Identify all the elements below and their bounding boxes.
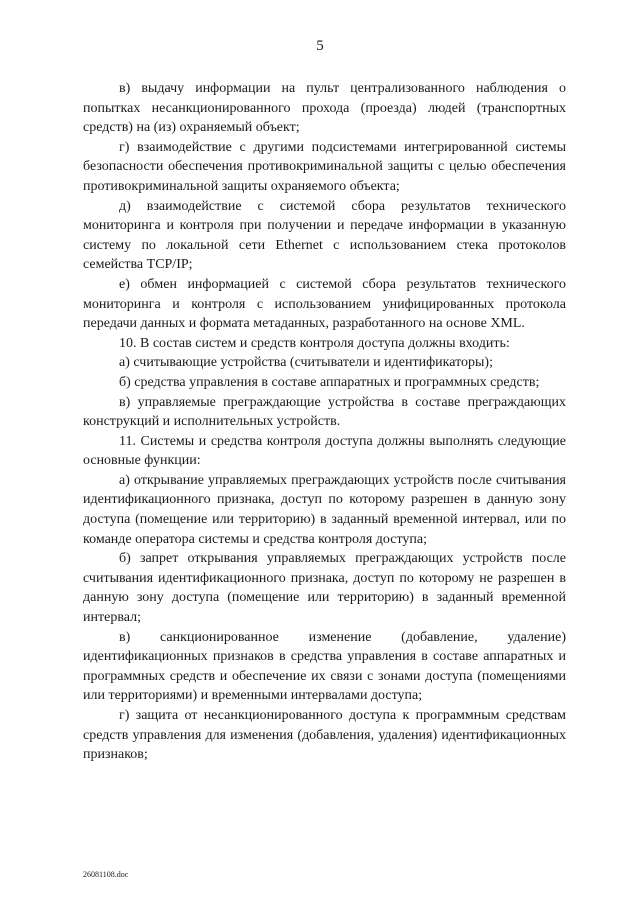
footer-file-code: 26081108.doc [83, 870, 129, 879]
page-number: 5 [316, 38, 324, 54]
document-body [83, 79, 566, 765]
paragraph-v-alert-output: в) выдачу информации на пульт централизованного наблюдения о попытках несанкционированного прохода (проезда) людей (транспортных средств) на (из) охраняемый объект; [83, 81, 566, 136]
paragraph-g-subsystem-interaction: г) взаимодействие с другими подсистемами интегрированной системы безопасности обеспечения противокриминальной защиты с целью обеспечения противокриминальной защиты охраняемого объекта; [83, 139, 566, 194]
paragraph-b-opening-ban: б) запрет открывания управляемых преграждающих устройств после считывания идентификационного признака, доступ по которому не разрешен в данную зону доступа (помещение или территорию) в заданный временной интервал; [83, 551, 566, 626]
paragraph-11-functions: 11. Системы и средства контроля доступа должны выполнять следующие основные функции: [83, 433, 566, 469]
paragraph-a-readers: а) считывающие устройства (считыватели и идентификаторы); [119, 355, 493, 371]
paragraph-v-sanctioned-change: в) санкционированное изменение (добавление, удаление) идентификационных признаков в средства управления в составе аппаратных и программных средств и обеспечение их связи с зонами доступа (помещениями или территориями) и временными интервалами доступа; [83, 629, 566, 704]
paragraph-g-unauthorized-protection: г) защита от несанкционированного доступа к программным средствам средств управления для изменения (добавления, удаления) идентификационных признаков; [83, 708, 566, 763]
paragraph-b-control-means: б) средства управления в составе аппаратных и программных средств; [119, 374, 540, 390]
paragraph-e-xml-exchange: е) обмен информацией с системой сбора результатов технического мониторинга и контроля с использованием унифицированных протокола передачи данных и формата метаданных, разработанного на основе XML. [83, 276, 566, 332]
paragraph-d-monitoring-interaction: д) взаимодействие с системой сбора результатов технического мониторинга и контроля при получении и передаче информации в указанную систему по локальной сети Ethernet с использованием стека протоколов семейства TCP/IP; [83, 198, 566, 273]
paragraph-10-composition: 10. В состав систем и средств контроля доступа должны входить: [119, 335, 510, 351]
paragraph-v-barrier-devices: в) управляемые преграждающие устройства в составе преграждающих конструкций и исполнительных устройств. [83, 394, 566, 430]
paragraph-a-opening: а) открывание управляемых преграждающих устройств после считывания идентификационного признака, доступ по которому разрешен в данную зону доступа (помещение или территорию) в заданный временной интервал, или по команде оператора системы и средства контроля доступа; [83, 472, 566, 547]
